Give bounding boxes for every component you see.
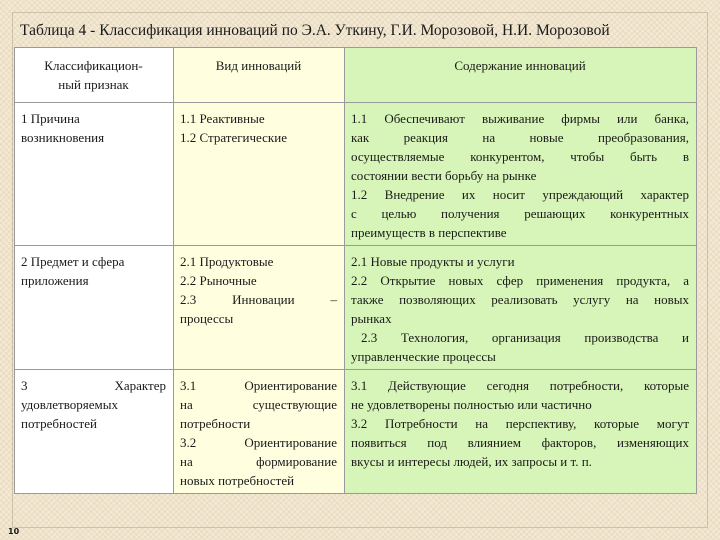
row-2-feature-cell: 2 Предмет и сфера приложения <box>15 246 174 370</box>
row-2-content-cell: 2.1 Новые продукты и услуги 2.2 Открытие новых сфер применения продукта, а также позволяющих реализовать услугу на новых рынках 2.3 Технология, организация производства и управленческие процессы <box>345 246 697 370</box>
row-1-kinds-cell: 1.1 Реактивные 1.2 Стратегические <box>174 103 345 246</box>
table-row <box>15 370 697 494</box>
header-classification-feature: Классификацион- ный признак <box>15 48 174 103</box>
row-1-feature-cell: 1 Причина возникновения <box>15 103 174 246</box>
row-1-content-cell: 1.1 Обеспечивают выживание фирмы или банка, как реакция на новые преобразования, осуществляемые конкурентом, чтобы быть в состоянии вести борьбу на рынке 1.2 Внедрение их носит упреждающий характер с целью получения решающих конкурентных преимуществ в перспективе <box>345 103 697 246</box>
table-header-row <box>15 48 697 103</box>
row-3-feature-cell: 3 Характер удовлетворяемых потребностей <box>15 370 174 494</box>
header-innovation-kind: Вид инноваций <box>174 48 345 103</box>
row-3-kinds-cell: 3.1 Ориентирование на существующие потребности 3.2 Ориентирование на формирование новых потребностей <box>174 370 345 494</box>
page-number: 10 <box>8 527 20 536</box>
table-row <box>15 103 697 246</box>
header-innovation-content: Содержание инноваций <box>345 48 697 103</box>
innovation-classification-table <box>14 47 697 494</box>
row-2-kinds-cell: 2.1 Продуктовые 2.2 Рыночные 2.3 Инновации – процессы <box>174 246 345 370</box>
table-title: Таблица 4 - Классификация инноваций по Э.А. Уткину, Г.И. Морозовой, Н.И. Морозовой <box>20 22 610 39</box>
row-3-content-cell: 3.1 Действующие сегодня потребности, которые не удовлетворены полностью или частично 3.2 Потребности на перспективу, которые могут появиться под влиянием факторов, изменяющих вкусы и интересы людей, их запросы и т. п. <box>345 370 697 494</box>
table-row <box>15 246 697 370</box>
